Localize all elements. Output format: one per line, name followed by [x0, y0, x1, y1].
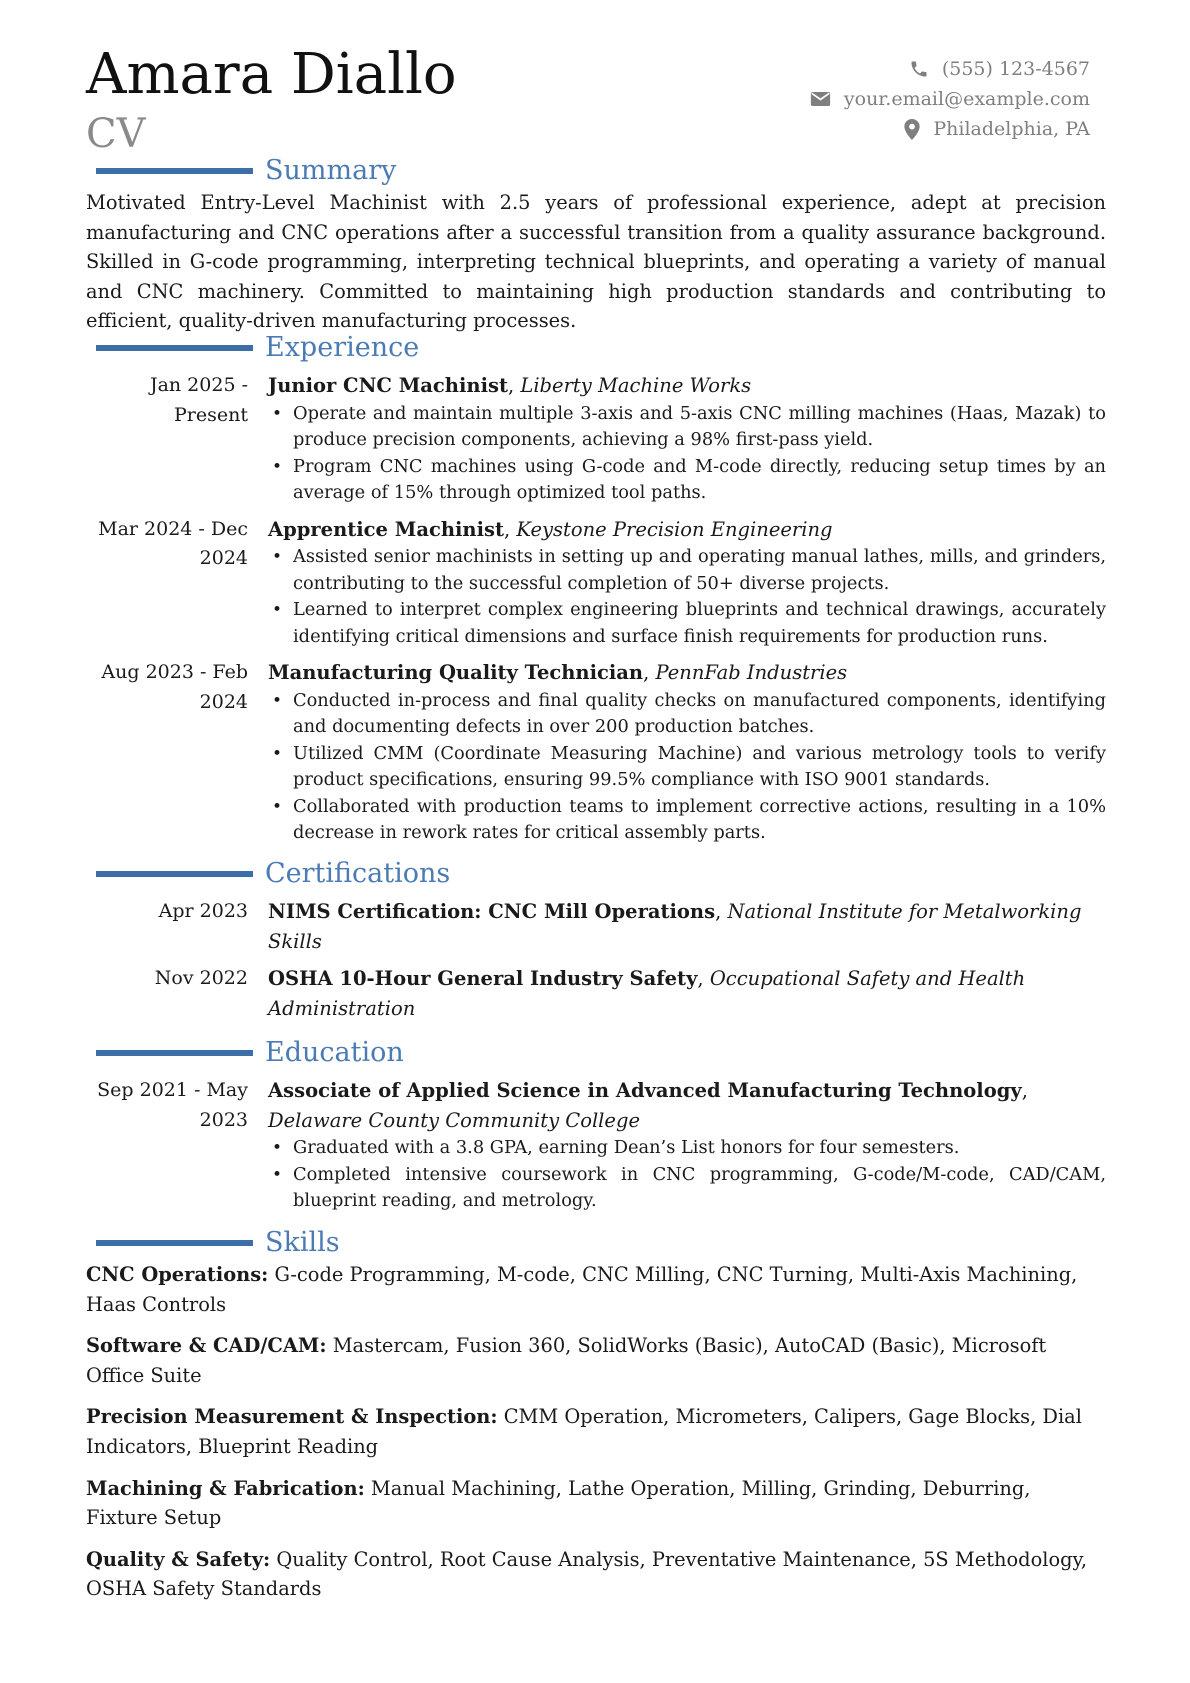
phone-icon	[909, 59, 929, 79]
phone-number: (555) 123-4567	[941, 58, 1090, 80]
skill-category: Quality & Safety:	[86, 1547, 271, 1571]
experience-entry	[86, 658, 1106, 847]
entry-date: Nov 2022	[154, 967, 248, 990]
entry-date: Sep 2021 - May 2023	[97, 1079, 248, 1131]
skill-group	[86, 1545, 1106, 1604]
education-section	[86, 1036, 1106, 1215]
bullet-list	[268, 688, 1106, 847]
education-entry	[86, 1076, 1106, 1215]
bullet-item: • Operate and maintain multiple 3-axis and 5-axis CNC milling machines (Haas, Mazak) to produce precision components, achieving a 98% first-pass yield.	[268, 401, 1106, 454]
entry-heading: OSHA 10-Hour General Industry Safety, Occupational Safety and Health Administration	[268, 967, 1026, 1020]
location-text: Philadelphia, PA	[933, 118, 1090, 140]
entry-body	[268, 897, 1106, 956]
section-rule	[96, 345, 253, 351]
bullet-item: • Learned to interpret complex engineering blueprints and technical drawings, accurately identifying critical dimensions and surface finish requirements for production runs.	[268, 597, 1106, 650]
skill-category: Machining & Fabrication:	[86, 1476, 365, 1500]
email-address[interactable]: your.email@example.com	[843, 88, 1090, 110]
skill-list: Quality Control, Root Cause Analysis, Preventative Maintenance, 5S Methodology, OSHA Safety Standards	[86, 1547, 1088, 1601]
summary-section	[86, 154, 1106, 336]
skill-list: CMM Operation, Micrometers, Calipers, Gage Blocks, Dial Indicators, Blueprint Reading	[86, 1405, 1082, 1458]
contact-email	[810, 84, 1090, 114]
bullet-list	[268, 401, 1106, 507]
entry-date: Mar 2024 - Dec 2024	[98, 517, 248, 570]
skill-group	[86, 1474, 1106, 1533]
certification-entry	[86, 964, 1106, 1023]
section-rule	[96, 168, 253, 174]
certification-entry	[86, 897, 1106, 956]
experience-section	[86, 331, 1106, 847]
experience-entry	[86, 371, 1106, 507]
job-title: Apprentice Machinist	[268, 517, 504, 541]
entry-body	[268, 658, 1106, 847]
document-subtitle: CV	[86, 111, 146, 157]
entry-date: Apr 2023	[158, 900, 248, 922]
certification-issuer: National Institute for Metalworking Skills	[268, 900, 1082, 953]
employer: Liberty Machine Works	[520, 374, 752, 397]
employer: PennFab Industries	[655, 661, 848, 685]
section-heading	[86, 154, 1106, 188]
bullet-item: • Program CNC machines using G-code and M-code directly, reducing setup times by an average of 15% through optimized tool paths.	[268, 454, 1106, 507]
entry-date: Jan 2025 - Present	[149, 374, 248, 426]
envelope-icon	[810, 91, 831, 107]
bullet-item: • Utilized CMM (Coordinate Measuring Machine) and various metrology tools to verify product specifications, ensuring 99.5% compliance with ISO 9001 standards.	[268, 741, 1106, 794]
summary-text: Motivated Entry-Level Machinist with 2.5 years of professional experience, adept at precision manufacturing and CNC operations after a successful transition from a quality assurance background. Skilled in G-code programming, interpreting technical blueprints, and operating a variety of manual and CNC machinery. Committed to maintaining high production standards and contributing to efficient, quality-driven manufacturing processes.	[86, 191, 1106, 333]
section-title: Skills	[265, 1227, 340, 1258]
skill-group	[86, 1260, 1106, 1319]
section-heading	[86, 857, 1106, 891]
skill-list: G-code Programming, M-code, CNC Milling, CNC Turning, Multi-Axis Machining, Haas Controls	[86, 1263, 1078, 1316]
bullet-item: • Completed intensive coursework in CNC programming, G-code/M-code, CAD/CAM, blueprint reading, and metrology.	[268, 1162, 1106, 1215]
entry-date: Aug 2023 - Feb 2024	[101, 661, 248, 713]
certification-issuer: Occupational Safety and Health Administration	[268, 967, 1026, 1020]
section-title: Summary	[265, 155, 397, 186]
entry-heading: NIMS Certification: CNC Mill Operations, National Institute for Metalworking Skills	[268, 900, 1082, 953]
skill-category: CNC Operations:	[86, 1263, 269, 1286]
map-pin-icon	[904, 119, 920, 140]
job-title: Manufacturing Quality Technician	[268, 661, 644, 685]
candidate-name: Amara Diallo	[86, 42, 457, 107]
entry-heading: Manufacturing Quality Technician, PennFab Industries	[268, 661, 848, 685]
entry-body	[268, 1076, 1106, 1215]
entry-body	[268, 371, 1106, 507]
bullet-list	[268, 544, 1106, 650]
skill-category: Software & CAD/CAM:	[86, 1334, 327, 1358]
certification-name: OSHA 10-Hour General Industry Safety	[268, 967, 698, 991]
entry-heading: Apprentice Machinist, Keystone Precision Engineering	[268, 517, 833, 541]
section-rule	[96, 1050, 253, 1056]
section-title: Experience	[265, 332, 420, 363]
section-heading	[86, 1226, 1106, 1260]
contact-location	[810, 114, 1090, 144]
bullet-item: • Graduated with a 3.8 GPA, earning Dean’s List honors for four semesters.	[268, 1135, 1106, 1162]
employer: Keystone Precision Engineering	[516, 517, 833, 541]
certifications-section	[86, 857, 1106, 1023]
skills-section	[86, 1226, 1106, 1616]
degree-name: Associate of Applied Science in Advanced Manufacturing Technology	[268, 1079, 1022, 1102]
certification-name: NIMS Certification: CNC Mill Operations	[268, 900, 716, 923]
contact-phone	[810, 54, 1090, 84]
skill-list: Manual Machining, Lathe Operation, Milling, Grinding, Deburring, Fixture Setup	[86, 1476, 1031, 1530]
bullet-item: • Collaborated with production teams to implement corrective actions, resulting in a 10% decrease in rework rates for critical assembly parts.	[268, 794, 1106, 847]
entry-heading: Associate of Applied Science in Advanced Manufacturing Technology, Delaware County Community College	[268, 1079, 1028, 1132]
section-heading	[86, 1036, 1106, 1070]
bullet-item: • Assisted senior machinists in setting up and operating manual lathes, mills, and grinders, contributing to the successful completion of 50+ diverse projects.	[268, 544, 1106, 597]
section-heading	[86, 331, 1106, 365]
section-title: Education	[265, 1037, 404, 1068]
entry-body	[268, 515, 1106, 651]
skill-group	[86, 1331, 1106, 1390]
bullet-item: • Conducted in-process and final quality checks on manufactured components, identifying and documenting defects in over 200 production batches.	[268, 688, 1106, 741]
section-rule	[96, 1240, 253, 1246]
school-name: Delaware County Community College	[268, 1108, 640, 1132]
bullet-list	[268, 1135, 1106, 1215]
entry-body	[268, 964, 1106, 1023]
section-title: Certifications	[265, 858, 451, 889]
skill-group	[86, 1402, 1106, 1461]
job-title: Junior CNC Machinist	[268, 374, 508, 397]
section-rule	[96, 871, 253, 877]
skill-list: Mastercam, Fusion 360, SolidWorks (Basic), AutoCAD (Basic), Microsoft Office Suite	[86, 1334, 1047, 1387]
experience-entry	[86, 515, 1106, 651]
skill-category: Precision Measurement & Inspection:	[86, 1405, 498, 1429]
contact-block	[810, 54, 1090, 144]
entry-heading: Junior CNC Machinist, Liberty Machine Works	[268, 374, 752, 397]
